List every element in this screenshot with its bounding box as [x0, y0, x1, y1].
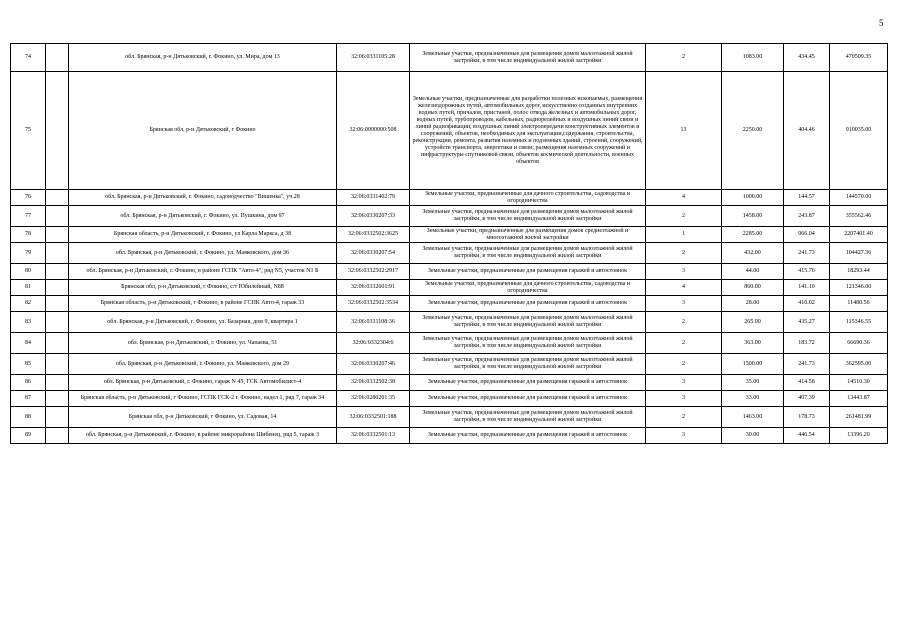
cadastral-table: [10, 43, 888, 444]
group-cell: 3: [646, 375, 722, 391]
cadastral-value-cell: 144570.00: [830, 190, 888, 206]
table-row: [11, 190, 888, 206]
area-cell: 30.00: [722, 428, 784, 444]
spacer-cell: [46, 72, 69, 190]
land-use-cell: Земельные участки, предназначенные для размещения гаражей и автостоянок: [410, 428, 646, 444]
row-number-cell: 76: [11, 190, 46, 206]
table-row: [11, 280, 888, 296]
cadastral-value-cell: 14510.30: [830, 375, 888, 391]
table-row: [11, 44, 888, 72]
cadastral-value-cell: 121346.00: [830, 280, 888, 296]
spacer-cell: [46, 243, 69, 264]
specific-value-cell: 414.58: [784, 375, 830, 391]
group-cell: 2: [646, 243, 722, 264]
spacer-cell: [46, 206, 69, 227]
area-cell: 1000.00: [722, 190, 784, 206]
land-use-cell: Земельные участки, предназначенные для размещения гаражей и автостоянок: [410, 264, 646, 280]
land-use-cell: Земельные участки, предназначенные для размещения домов малоэтажной жилой застройки, в том числе индивидуальной жилой застройки: [410, 44, 646, 72]
specific-value-cell: 183.72: [784, 333, 830, 354]
group-cell: 13: [646, 72, 722, 190]
specific-value-cell: 178.73: [784, 407, 830, 428]
area-cell: 1500.00: [722, 354, 784, 375]
area-cell: 28.00: [722, 296, 784, 312]
row-number-cell: 88: [11, 407, 46, 428]
cadastral-number-cell: 32:06:0332501:13: [337, 428, 410, 444]
specific-value-cell: 404.46: [784, 72, 830, 190]
address-cell: обл. Брянская, р-н Дятьковский, г. Фокино, ул. Маяковского, дом 36: [69, 243, 337, 264]
row-number-cell: 85: [11, 354, 46, 375]
row-number-cell: 75: [11, 72, 46, 190]
land-use-cell: Земельные участки, предназначенные для размещения домов среднеэтажной и многоэтажной жилой застройки: [410, 227, 646, 243]
specific-value-cell: 243.87: [784, 206, 830, 227]
cadastral-number-cell: 32:06:0280201:35: [337, 391, 410, 407]
land-use-cell: Земельные участки, предназначенные для размещения гаражей и автостоянок: [410, 375, 646, 391]
cadastral-value-cell: 355562.46: [830, 206, 888, 227]
land-use-cell: Земельные участки, предназначенные для размещения домов малоэтажной жилой застройки, в том числе индивидуальной жилой застройки: [410, 312, 646, 333]
cadastral-value-cell: 261481.99: [830, 407, 888, 428]
group-cell: 2: [646, 312, 722, 333]
cadastral-number-cell: 32:06:0000000:508: [337, 72, 410, 190]
row-number-cell: 74: [11, 44, 46, 72]
page-number: 5: [879, 18, 884, 28]
spacer-cell: [46, 296, 69, 312]
address-cell: обл. Брянская, р-н Дятьковский, г. Фокино, ул. Мира, дом 13: [69, 44, 337, 72]
land-use-cell: Земельные участки, предназначенные для размещения домов малоэтажной жилой застройки, в том числе индивидуальной жилой застройки: [410, 333, 646, 354]
area-cell: 1463.00: [722, 407, 784, 428]
cadastral-value-cell: 910035.00: [830, 72, 888, 190]
address-cell: обл. Брянская, р-н Дятьковский, г. Фокино, ул. Маяковского, дом 29: [69, 354, 337, 375]
spacer-cell: [46, 227, 69, 243]
address-cell: обл. Брянская, р-н Дятьковский, г. Фокино, в районе микрорайона Шибенец, ряд 5, гараж 3: [69, 428, 337, 444]
cadastral-number-cell: 32:06:0332501:188: [337, 407, 410, 428]
cadastral-number-cell: 32:06:0332304:6: [337, 333, 410, 354]
spacer-cell: [46, 333, 69, 354]
cadastral-value-cell: 115346.55: [830, 312, 888, 333]
specific-value-cell: 446.54: [784, 428, 830, 444]
cadastral-value-cell: 13443.87: [830, 391, 888, 407]
group-cell: 3: [646, 296, 722, 312]
area-cell: 2250.00: [722, 72, 784, 190]
land-use-cell: Земельные участки, предназначенные для размещения домов малоэтажной жилой застройки, в том числе индивидуальной жилой застройки: [410, 243, 646, 264]
area-cell: 35.00: [722, 375, 784, 391]
cadastral-value-cell: 470509.35: [830, 44, 888, 72]
group-cell: 2: [646, 333, 722, 354]
area-cell: 1083.00: [722, 44, 784, 72]
spacer-cell: [46, 407, 69, 428]
group-cell: 3: [646, 428, 722, 444]
address-cell: обл. Брянская, р-н Дятьковский, г. Фокино, ул. Чапаева, 51: [69, 333, 337, 354]
cadastral-number-cell: 32:06:0330207:46: [337, 354, 410, 375]
table-row: [11, 428, 888, 444]
table-row: [11, 72, 888, 190]
spacer-cell: [46, 428, 69, 444]
specific-value-cell: 241.73: [784, 354, 830, 375]
row-number-cell: 78: [11, 227, 46, 243]
area-cell: 860.00: [722, 280, 784, 296]
cadastral-value-cell: 104427.36: [830, 243, 888, 264]
specific-value-cell: 435.27: [784, 312, 830, 333]
address-cell: обл. Брянская, р-н Дятьковский, г. Фокино, ул. Базарная, дом 9, квартира 1: [69, 312, 337, 333]
address-cell: Брянская область, р-н Дятьковский, г Фокино, ГСПК ГСК-2 г. Фокино, надел 1, ряд 7, гараж 34: [69, 391, 337, 407]
cadastral-value-cell: 13396.20: [830, 428, 888, 444]
address-cell: Брянская обл, р-н Дятьковский, г Фокино, ул. Садовая, 14: [69, 407, 337, 428]
specific-value-cell: 410.02: [784, 296, 830, 312]
group-cell: 4: [646, 280, 722, 296]
group-cell: 4: [646, 190, 722, 206]
row-number-cell: 87: [11, 391, 46, 407]
cadastral-number-cell: 32:06:0330207:54: [337, 243, 410, 264]
spacer-cell: [46, 375, 69, 391]
spacer-cell: [46, 280, 69, 296]
specific-value-cell: 407.39: [784, 391, 830, 407]
land-use-cell: Земельные участки, предназначенные для размещения гаражей и автостоянок: [410, 391, 646, 407]
table-row: [11, 391, 888, 407]
row-number-cell: 83: [11, 312, 46, 333]
table-row: [11, 375, 888, 391]
spacer-cell: [46, 312, 69, 333]
table-row: [11, 407, 888, 428]
land-use-cell: Земельные участки, предназначенные для размещения домов малоэтажной жилой застройки, в том числе индивидуальной жилой застройки: [410, 407, 646, 428]
group-cell: 2: [646, 44, 722, 72]
specific-value-cell: 241.73: [784, 243, 830, 264]
cadastral-value-cell: 11480.56: [830, 296, 888, 312]
spacer-cell: [46, 190, 69, 206]
specific-value-cell: 144.57: [784, 190, 830, 206]
specific-value-cell: 141.10: [784, 280, 830, 296]
group-cell: 1: [646, 227, 722, 243]
cadastral-number-cell: 32:06:0332502:3534: [337, 296, 410, 312]
cadastral-number-cell: 32:06:0331105:28: [337, 44, 410, 72]
area-cell: 33.00: [722, 391, 784, 407]
row-number-cell: 86: [11, 375, 46, 391]
address-cell: Брянская область, р-н Дятьковский, г Фокино, в районе ГСПК Авто-4, гараж 33: [69, 296, 337, 312]
cadastral-number-cell: 32:06:0330207:33: [337, 206, 410, 227]
address-cell: Брянская область, р-н Дятьковский, г. Фокино, ул Карла Маркса, д 38: [69, 227, 337, 243]
specific-value-cell: 434.45: [784, 44, 830, 72]
area-cell: 265.00: [722, 312, 784, 333]
row-number-cell: 89: [11, 428, 46, 444]
cadastral-value-cell: 18293.44: [830, 264, 888, 280]
land-use-cell: Земельные участки, предназначенные для дачного строительства, садоводства и огородничества: [410, 280, 646, 296]
table-row: [11, 227, 888, 243]
group-cell: 2: [646, 407, 722, 428]
cadastral-number-cell: 32:06:0331402:79: [337, 190, 410, 206]
row-number-cell: 84: [11, 333, 46, 354]
table-row: [11, 243, 888, 264]
land-use-cell: Земельные участки, предназначенные для размещения гаражей и автостоянок: [410, 296, 646, 312]
address-cell: обл. Брянская, р-н Дятьковский, г. Фокино, в районе ГСПК "Авто-4", ряд N5, участок N1 Б: [69, 264, 337, 280]
cadastral-number-cell: 32:06:0332502:38: [337, 375, 410, 391]
group-cell: 3: [646, 391, 722, 407]
specific-value-cell: 415.76: [784, 264, 830, 280]
table-row: [11, 354, 888, 375]
land-use-cell: Земельные участки, предназначенные для разработки полезных ископаемых, размещения железнодорожных путей, автомобильных дорог, искусственно созданных внутренних водных путей, причалов, пристаней, полос отвода железных и автомобильных дорог, водных путей, трубопроводов, кабельных, радиорелейных и воздушных линий связи и линий радиофикации, воздушных линий электропередачи конструктивных элементов и сооружений, объектов, необходимых для эксплуатации,содержания, строительства, реконструкции, ремонта, развития наземных и подземных зданий, строений, сооружений, устройств транспорта, энергетики и связи; размещения наземных сооружений и инфраструктуры спутниковой связи, объектов космической деятельности, военных объектов: [410, 72, 646, 190]
cadastral-value-cell: 66690.36: [830, 333, 888, 354]
row-number-cell: 79: [11, 243, 46, 264]
land-use-cell: Земельные участки, предназначенные для дачного строительства, садоводства и огородничества: [410, 190, 646, 206]
area-cell: 2285.00: [722, 227, 784, 243]
spacer-cell: [46, 264, 69, 280]
address-cell: Брянская обл, р-н Дятьковский, г Фокино, с/т Юбилейный, N88: [69, 280, 337, 296]
spacer-cell: [46, 44, 69, 72]
cadastral-number-cell: 32:06:0332502:3625: [337, 227, 410, 243]
group-cell: 2: [646, 206, 722, 227]
table-row: [11, 333, 888, 354]
table-row: [11, 206, 888, 227]
row-number-cell: 82: [11, 296, 46, 312]
spacer-cell: [46, 354, 69, 375]
cadastral-number-cell: 32:06:0332601:91: [337, 280, 410, 296]
cadastral-value-cell: 2207401.40: [830, 227, 888, 243]
area-cell: 1458.00: [722, 206, 784, 227]
cadastral-number-cell: 32:06:0331108:36: [337, 312, 410, 333]
land-use-cell: Земельные участки, предназначенные для размещения домов малоэтажной жилой застройки, в том числе индивидуальной жилой застройки: [410, 206, 646, 227]
group-cell: 3: [646, 264, 722, 280]
specific-value-cell: 966.04: [784, 227, 830, 243]
cadastral-number-cell: 32:06:0332502:2917: [337, 264, 410, 280]
address-cell: обл. Брянская, р-н Дятьковский, г. Фокино, гараж N 45, ГСК Автомобилист-4: [69, 375, 337, 391]
row-number-cell: 81: [11, 280, 46, 296]
cadastral-value-cell: 362595.00: [830, 354, 888, 375]
area-cell: 44.00: [722, 264, 784, 280]
address-cell: обл. Брянская, р-н Дятьковский, г. Фокино, садоводчество "Вишенка", уч.28: [69, 190, 337, 206]
spacer-cell: [46, 391, 69, 407]
land-use-cell: Земельные участки, предназначенные для размещения домов малоэтажной жилой застройки, в том числе индивидуальной жилой застройки: [410, 354, 646, 375]
area-cell: 432.00: [722, 243, 784, 264]
group-cell: 2: [646, 354, 722, 375]
area-cell: 363.00: [722, 333, 784, 354]
address-cell: обл. Брянская, р-н Дятьковский, г. Фокино, ул. Пушкина, дом 97: [69, 206, 337, 227]
row-number-cell: 77: [11, 206, 46, 227]
table-row: [11, 296, 888, 312]
table-row: [11, 264, 888, 280]
row-number-cell: 80: [11, 264, 46, 280]
address-cell: Брянская обл, р-н Дятьковский, г Фокино: [69, 72, 337, 190]
table-row: [11, 312, 888, 333]
